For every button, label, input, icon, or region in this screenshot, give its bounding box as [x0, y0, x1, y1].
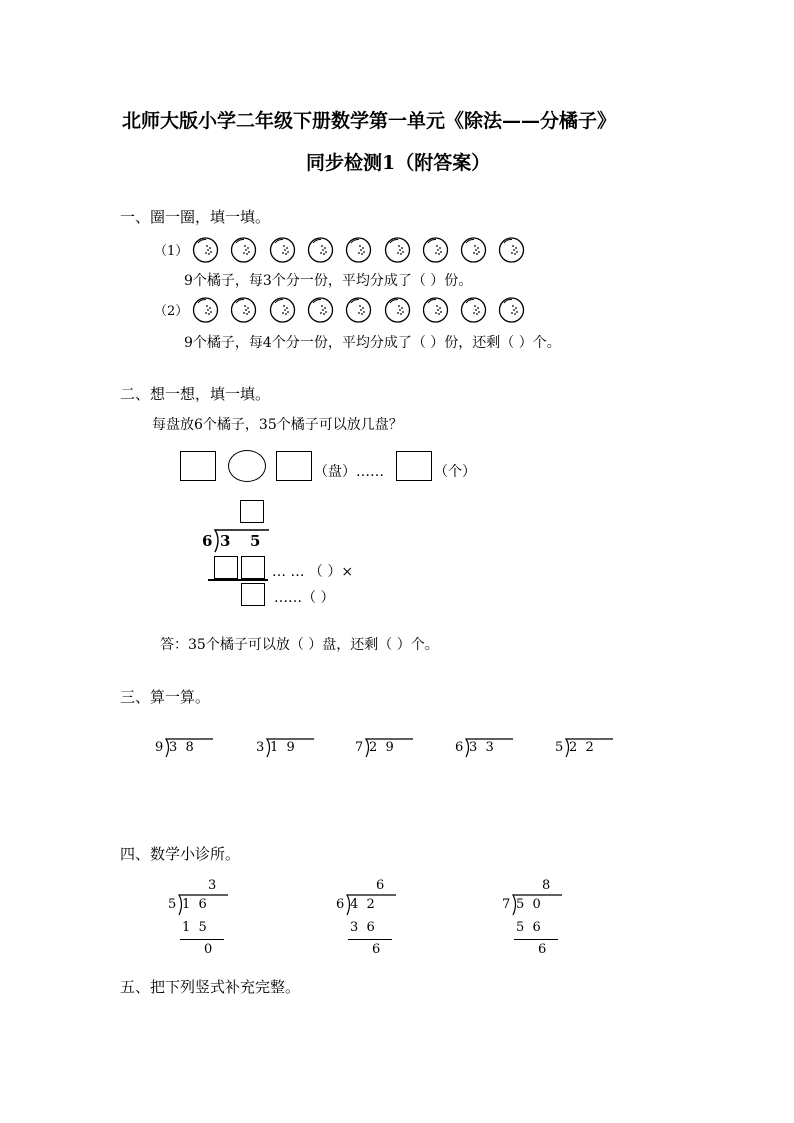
section-2-answer: 答：35个橘子可以放（ ）盘，还剩（ ）个。: [160, 637, 439, 653]
orange-icon[interactable]: [460, 236, 487, 263]
divisor: 6: [336, 897, 345, 912]
orange-icon[interactable]: [422, 296, 449, 323]
problem-divisor: 3: [256, 740, 265, 755]
orange-icon[interactable]: [230, 296, 257, 323]
product-box-ones[interactable]: [241, 556, 265, 579]
answer-box-remainder[interactable]: [396, 451, 432, 481]
section-5-heading: 五、把下列竖式补充完整。: [120, 978, 301, 996]
divisor-digit: 6: [202, 532, 213, 550]
remainder: 0: [204, 942, 213, 957]
orange-icon[interactable]: [192, 296, 219, 323]
dividend: 4 2: [350, 897, 375, 912]
section-3-heading: 三、算一算。: [120, 688, 211, 706]
page-title: 北师大版小学二年级下册数学第一单元《除法——分橘子》: [122, 110, 617, 132]
q2-number: （2）: [154, 304, 189, 319]
division-line: [208, 579, 268, 581]
orange-icon[interactable]: [498, 296, 525, 323]
unit-plate: （盘）……: [314, 464, 384, 480]
page-subtitle: 同步检测1（附答案）: [306, 152, 491, 174]
product: 5 6: [516, 920, 541, 935]
orange-icon[interactable]: [384, 236, 411, 263]
section-4-heading: 四、数学小诊所。: [120, 845, 241, 863]
subtraction-line: [180, 939, 224, 940]
orange-icon[interactable]: [307, 296, 334, 323]
quotient: 6: [376, 878, 385, 893]
quotient-box[interactable]: [240, 500, 264, 523]
product: 1 5: [182, 920, 207, 935]
section-2-heading: 二、想一想，填一填。: [120, 385, 271, 403]
section-2-question: 每盘放6个橘子，35个橘子可以放几盘？: [152, 417, 403, 433]
step-1-note: … … （ ）×: [272, 564, 354, 580]
problem-divisor: 5: [555, 740, 564, 755]
division-bracket: [344, 893, 398, 917]
answer-box-dividend[interactable]: [180, 451, 216, 481]
remainder: 6: [372, 942, 381, 957]
product: 3 6: [350, 920, 375, 935]
product-box-tens[interactable]: [214, 556, 238, 579]
orange-icon[interactable]: [269, 236, 296, 263]
problem-dividend[interactable]: 1 9: [270, 740, 295, 755]
section-1-heading: 一、圈一圈，填一填。: [120, 208, 271, 226]
orange-icon[interactable]: [460, 296, 487, 323]
problem-dividend[interactable]: 2 9: [369, 740, 394, 755]
divisor: 5: [168, 897, 177, 912]
problem-divisor: 9: [155, 740, 164, 755]
orange-icon[interactable]: [230, 236, 257, 263]
q1-number: （1）: [154, 244, 189, 259]
problem-divisor: 7: [355, 740, 364, 755]
remainder-box[interactable]: [241, 583, 265, 606]
unit-ge: （个）: [434, 464, 476, 480]
problem-dividend[interactable]: 3 3: [469, 740, 494, 755]
problem-dividend[interactable]: 3 8: [169, 740, 194, 755]
orange-icon[interactable]: [192, 236, 219, 263]
step-2-note: ……（ ）: [274, 590, 335, 606]
answer-oval-operator[interactable]: [228, 450, 266, 482]
quotient: 8: [542, 878, 551, 893]
answer-box-divisor[interactable]: [276, 451, 312, 481]
division-bracket: [176, 893, 230, 917]
divisor: 7: [502, 897, 511, 912]
orange-icon[interactable]: [384, 296, 411, 323]
orange-icon[interactable]: [269, 296, 296, 323]
orange-icon[interactable]: [307, 236, 334, 263]
quotient: 3: [208, 878, 217, 893]
dividend-ones: 5: [250, 532, 261, 550]
subtraction-line: [348, 939, 392, 940]
orange-icon[interactable]: [345, 236, 372, 263]
orange-icon[interactable]: [422, 236, 449, 263]
division-bracket: [510, 893, 564, 917]
remainder: 6: [538, 942, 547, 957]
problem-divisor: 6: [455, 740, 464, 755]
orange-icon[interactable]: [345, 296, 372, 323]
dividend: 5 0: [516, 897, 541, 912]
dividend: 1 6: [182, 897, 207, 912]
orange-icon[interactable]: [498, 236, 525, 263]
q2-text: 9个橘子，每4个分一份，平均分成了（ ）份，还剩（ ）个。: [184, 335, 561, 351]
q1-text: 9个橘子，每3个分一份，平均分成了（ ）份。: [184, 273, 473, 289]
problem-dividend[interactable]: 2 2: [569, 740, 594, 755]
dividend-tens: 3: [220, 532, 231, 550]
subtraction-line: [514, 939, 558, 940]
